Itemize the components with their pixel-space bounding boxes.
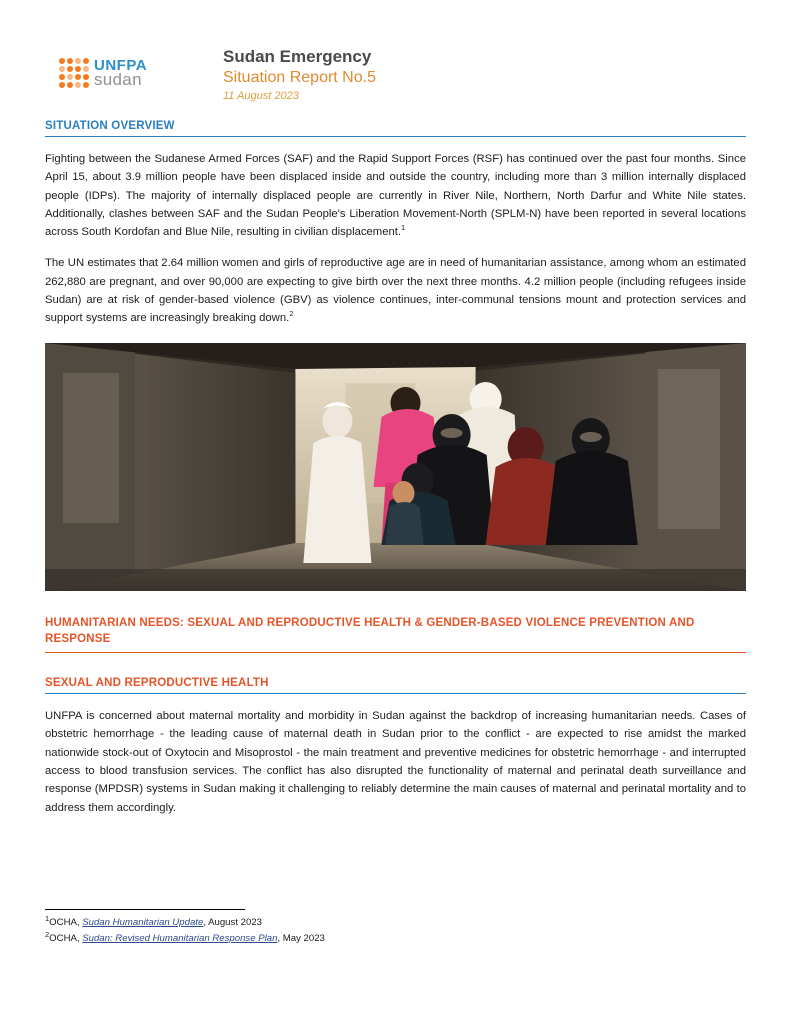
- footnote-marker: 2: [45, 929, 50, 939]
- document-title: Sudan Emergency: [223, 47, 372, 66]
- footnote-suffix: , August 2023: [203, 917, 262, 929]
- footnote-prefix: OCHA,: [49, 917, 83, 929]
- document-subtitle: Situation Report No.5: [223, 69, 376, 87]
- photo-women-in-corridor: [45, 343, 746, 591]
- footnote-item: [45, 931, 746, 946]
- section-heading-srh: SEXUAL AND REPRODUCTIVE HEALTH: [45, 677, 746, 694]
- footnotes-block: [45, 903, 746, 946]
- unfpa-logo: [45, 44, 209, 88]
- section-heading-humanitarian-needs: HUMANITARIAN NEEDS: SEXUAL AND REPRODUCTIVE HEALTH & GENDER-BASED VIOLENCE PREVENTION AND RESPONSE: [45, 615, 746, 653]
- footnote-divider: [45, 909, 245, 910]
- section-heading-situation-overview: SITUATION OVERVIEW: [45, 120, 746, 137]
- paragraph-situation-1: [45, 150, 746, 241]
- document-header: [45, 0, 746, 103]
- logo-dots-icon: [59, 58, 89, 88]
- paragraph-situation-1-text: Fighting between the Sudanese Armed Forces (SAF) and the Rapid Support Forces (RSF) has continued over the past four months. Since April 15, about 3.9 million people have been displaced inside and outside the country, including more than 3 million internally displaced people (IDPs). The majority of internally displaced people are currently in River Nile, Northern, North Darfur and White Nile states. Additionally, clashes between SAF and the Sudan People's Liberation Movement-North (SPLM-N) have been reported in several locations across South Kordofan and Blue Nile, resulting in civilian displacement.: [45, 153, 746, 239]
- title-block: [209, 44, 376, 102]
- logo-unfpa-text: UNFPA: [94, 57, 148, 74]
- footnote-item: [45, 915, 746, 930]
- footnote-link[interactable]: Sudan: Revised Humanitarian Response Plan: [82, 932, 278, 944]
- paragraph-situation-2: [45, 254, 746, 327]
- footnote-marker: 1: [45, 914, 50, 924]
- footnote-ref-2: 2: [289, 309, 294, 319]
- logo-country-text: sudan: [94, 70, 142, 89]
- photo-illustration: [45, 343, 746, 591]
- footnote-suffix: , May 2023: [277, 932, 325, 944]
- footnote-prefix: OCHA,: [49, 932, 83, 944]
- paragraph-situation-2-text: The UN estimates that 2.64 million women and girls of reproductive age are in need of humanitarian assistance, among whom an estimated 262,880 are pregnant, and over 90,000 are expecting to give birth over the next three months. 4.2 million people (including refugees inside Sudan) are at risk of gender-based violence (GBV) as violence continues, inter-communal tensions mount and protection services and support systems are increasingly breaking down.: [45, 257, 746, 325]
- footnote-link[interactable]: Sudan Humanitarian Update: [82, 917, 204, 929]
- paragraph-srh: UNFPA is concerned about maternal mortality and morbidity in Sudan against the backdrop of increasing humanitarian needs. Cases of obstetric hemorrhage - the leading cause of maternal death in Sudan prior to the conflict - are expected to rise amidst the marked nationwide stock-out of Oxytocin and Misoprostol - the main treatment and preventive medicines for obstetric hemorrhage - and interrupted access to blood transfusion services. The conflict has also disrupted the functionality of maternal and perinatal death surveillance and response (MPDSR) systems in Sudan making it challenging to reliably determine the main causes of maternal and perinatal mortality and to address them accordingly.: [45, 710, 746, 814]
- footnote-ref-1: 1: [401, 223, 406, 233]
- document-date: 11 August 2023: [223, 90, 299, 103]
